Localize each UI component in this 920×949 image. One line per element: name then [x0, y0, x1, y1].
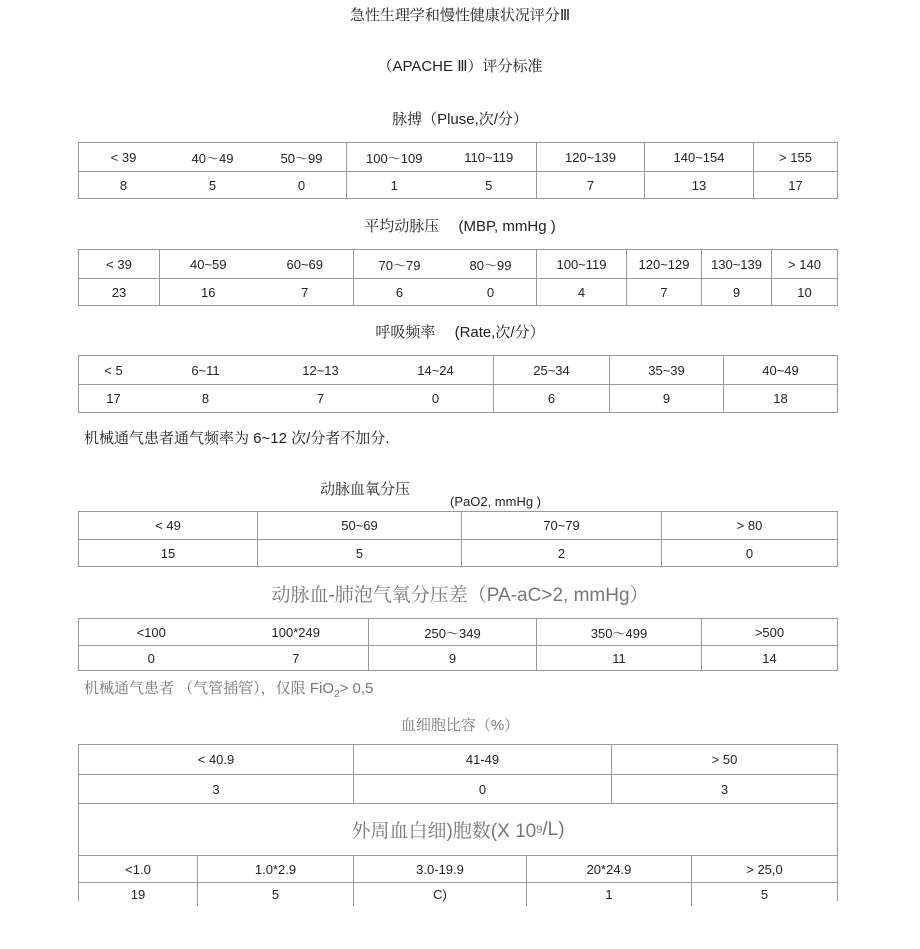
cell: 7	[301, 284, 309, 300]
wbc-heading	[79, 804, 837, 855]
cell: 2	[557, 545, 566, 561]
cell: <100	[136, 624, 166, 640]
pao2-subheading: (PaO2, mmHg )	[450, 494, 542, 509]
rate-heading: 呼吸频率 (Rate,次/分）	[375, 324, 545, 341]
cell: 25~34	[533, 362, 570, 378]
paac-range-row	[79, 619, 837, 645]
cell: < 40.9	[197, 752, 235, 767]
cell: 17	[106, 391, 121, 406]
cell: 12~13	[302, 362, 339, 378]
cell: 120~139	[565, 149, 616, 165]
cell: 8	[201, 391, 210, 406]
rate-score-row	[79, 384, 837, 412]
cell: 13	[691, 177, 707, 193]
cell: 7	[586, 177, 595, 193]
rate-note: 机械通气患者通气频率为 6~12 次/分者不加分.	[84, 430, 390, 447]
cell: 17	[788, 177, 803, 193]
pulse-score-row	[79, 171, 837, 198]
cell: 15	[160, 545, 176, 561]
hct-wbc-table	[78, 744, 838, 901]
cell: 5	[355, 545, 364, 561]
cell: 0	[745, 545, 754, 561]
note-end: > 0,5	[339, 680, 374, 697]
cell: 5	[271, 887, 280, 902]
rate-range-row	[79, 356, 837, 384]
cell: 18	[773, 391, 788, 406]
doc-subtitle: （APACHE Ⅲ）评分标准	[377, 58, 543, 75]
cell: 14	[762, 650, 777, 666]
cell: 4	[577, 284, 586, 300]
cell: > 155	[779, 149, 812, 165]
cell: 35~39	[648, 362, 685, 378]
cell: 40～49	[191, 150, 234, 166]
pao2-table	[78, 511, 838, 567]
cell: 40~49	[762, 362, 799, 378]
cell: > 80	[736, 518, 763, 533]
cell: 20*24.9	[586, 861, 632, 877]
hct-range-row	[79, 745, 837, 774]
wbc-score-row	[79, 882, 837, 906]
cell: 7	[316, 391, 325, 406]
cell: > 25,0	[746, 861, 783, 877]
cell: 7	[292, 650, 300, 666]
cell: C)	[433, 887, 447, 902]
mbp-heading: 平均动脉压 (MBP, mmHg )	[364, 218, 556, 235]
cell: 3	[720, 781, 729, 797]
cell: 70~79	[543, 518, 580, 533]
paac-heading: 动脉血-肺泡气氧分压差（PA-aC>2, mmHg）	[271, 585, 649, 606]
cell: < 5	[104, 362, 123, 378]
cell: 0	[486, 284, 495, 300]
hct-score-row	[79, 774, 837, 803]
cell: 130~139	[711, 256, 762, 272]
cell: 41-49	[465, 752, 500, 767]
cell: 23	[111, 284, 127, 300]
paac-note	[84, 677, 373, 700]
cell: 5	[760, 887, 769, 902]
mbp-range-row	[79, 250, 837, 278]
cell: 60~69	[286, 256, 323, 272]
note-text: 机械通气患者 （气管插管），仅限 FiO	[84, 680, 334, 697]
cell: 350～499	[590, 625, 648, 641]
cell: 19	[130, 887, 146, 902]
cell: > 140	[788, 256, 821, 272]
cell: 6	[547, 391, 556, 406]
cell: 1	[390, 177, 398, 193]
cell: 80～99	[469, 257, 512, 273]
pulse-range-row	[79, 143, 837, 171]
cell: 50～99	[280, 150, 323, 166]
paac-table	[78, 618, 838, 671]
cell: 0	[297, 177, 306, 193]
cell: < 39	[110, 149, 137, 165]
pao2-score-row	[79, 539, 837, 566]
cell: > 50	[711, 752, 738, 767]
cell: 6	[395, 284, 404, 300]
wbc-title-exponent: 9	[536, 823, 543, 836]
cell: 1.0*2.9	[254, 861, 297, 877]
pao2-range-row	[79, 512, 837, 539]
cell: 11	[612, 650, 626, 666]
cell: 7	[660, 284, 668, 300]
hct-heading: 血细胞比容（%）	[400, 717, 520, 734]
pulse-heading: 脉搏（Pluse,次/分）	[392, 111, 528, 128]
cell: 50~69	[341, 518, 378, 533]
cell: 14~24	[417, 362, 454, 378]
cell: 6~11	[191, 362, 220, 378]
cell: 100～109	[366, 150, 423, 166]
cell: 40~59	[189, 256, 227, 272]
wbc-title-unit: /L)	[542, 818, 565, 840]
cell: < 39	[106, 256, 132, 272]
wbc-heading-row	[79, 803, 837, 855]
cell: 1	[605, 887, 613, 902]
doc-title: 急性生理学和慢性健康状况评分Ⅲ	[349, 7, 571, 24]
rate-table	[78, 355, 838, 413]
cell: 250～349	[424, 625, 481, 641]
cell: 110~119	[464, 149, 514, 165]
cell: 16	[201, 284, 216, 300]
cell: 0	[478, 781, 487, 797]
pao2-heading: 动脉血氧分压	[320, 481, 411, 498]
cell: 3	[212, 781, 220, 797]
cell: 0	[431, 391, 440, 406]
cell: 100*249	[271, 624, 320, 640]
paac-score-row	[79, 645, 837, 670]
cell: 10	[797, 284, 812, 300]
cell: 9	[448, 650, 457, 666]
cell: >500	[754, 624, 785, 640]
cell: <1.0	[125, 861, 151, 877]
mbp-score-row	[79, 278, 837, 305]
note-subscript: 2	[334, 689, 340, 700]
mbp-table	[78, 249, 838, 306]
cell: 5	[208, 177, 217, 193]
wbc-range-row	[79, 855, 837, 882]
cell: 5	[485, 177, 493, 193]
cell: 9	[662, 391, 671, 406]
pulse-table	[78, 142, 838, 199]
cell: 0	[147, 650, 155, 666]
wbc-title: 外周血白细)胞数(X 10	[351, 821, 537, 842]
cell: 70～79	[378, 257, 421, 273]
cell: 140~154	[673, 149, 725, 165]
cell: 120~129	[638, 256, 690, 272]
cell: 9	[732, 284, 741, 300]
cell: 100~119	[556, 256, 607, 272]
cell: < 49	[155, 518, 181, 533]
cell: 8	[119, 177, 128, 193]
cell: 3.0-19.9	[416, 861, 464, 877]
